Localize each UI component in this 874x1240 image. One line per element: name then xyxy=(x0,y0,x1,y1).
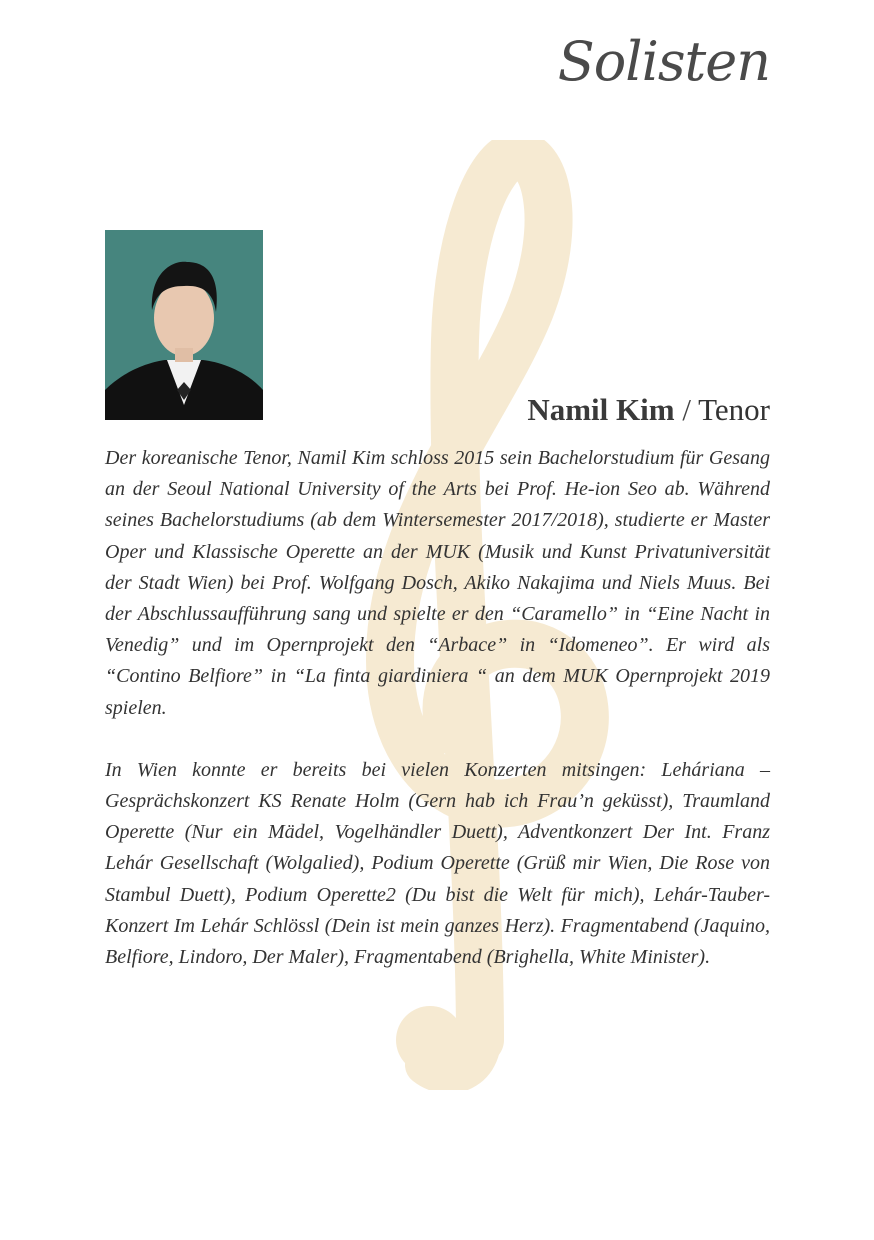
page-title: Solisten xyxy=(557,30,770,93)
biography xyxy=(105,443,770,973)
name-separator: / xyxy=(682,392,691,427)
soloist-name: Namil Kim xyxy=(527,392,675,427)
voice-type: Tenor xyxy=(698,392,770,427)
portrait-photo xyxy=(105,230,263,420)
soloist-heading xyxy=(527,392,770,428)
bio-paragraph-1: Der koreanische Tenor, Namil Kim schloss 2015 sein Bachelorstudium für Gesang an der Seoul National University of the Arts bei Prof. He-ion Seo ab. Während seines Bachelorstudiums (ab dem Wintersemester 2017/2018), studierte er Master Oper und Klassische Operette an der MUK (Musik und Kunst Privatuniversität der Stadt Wien) bei Prof. Wolfgang Dosch, Akiko Nakajima und Niels Muus. Bei der Abschlussaufführung sang und spielte er den “Caramello” in “Eine Nacht in Venedig” und im Opernprojekt den “Arbace” in “Idomeneo”. Er wird als “Contino Belfiore” in “La finta giardiniera “ an dem MUK Opernprojekt 2019 spielen. xyxy=(105,447,770,719)
bio-paragraph-2: In Wien konnte er bereits bei vielen Konzerten mitsingen: Leháriana – Gesprächskonzert KS Renate Holm (Gern hab ich Frau’n geküsst), Traumland Operette (Nur ein Mädel, Vogelhändler Duett), Adventkonzert Der Int. Franz Lehár Gesellschaft (Wolgalied), Podium Operette (Grüß mir Wien, Die Rose von Stambul Duett), Podium Operette2 (Du bist die Welt für mich), Lehár-Tauber-Konzert Im Lehár Schlössl (Dein ist mein ganzes Herz). Fragmentabend (Jaquino, Belfiore, Lindoro, Der Maler), Fragmentabend (Brighella, White Minister). xyxy=(105,758,770,969)
